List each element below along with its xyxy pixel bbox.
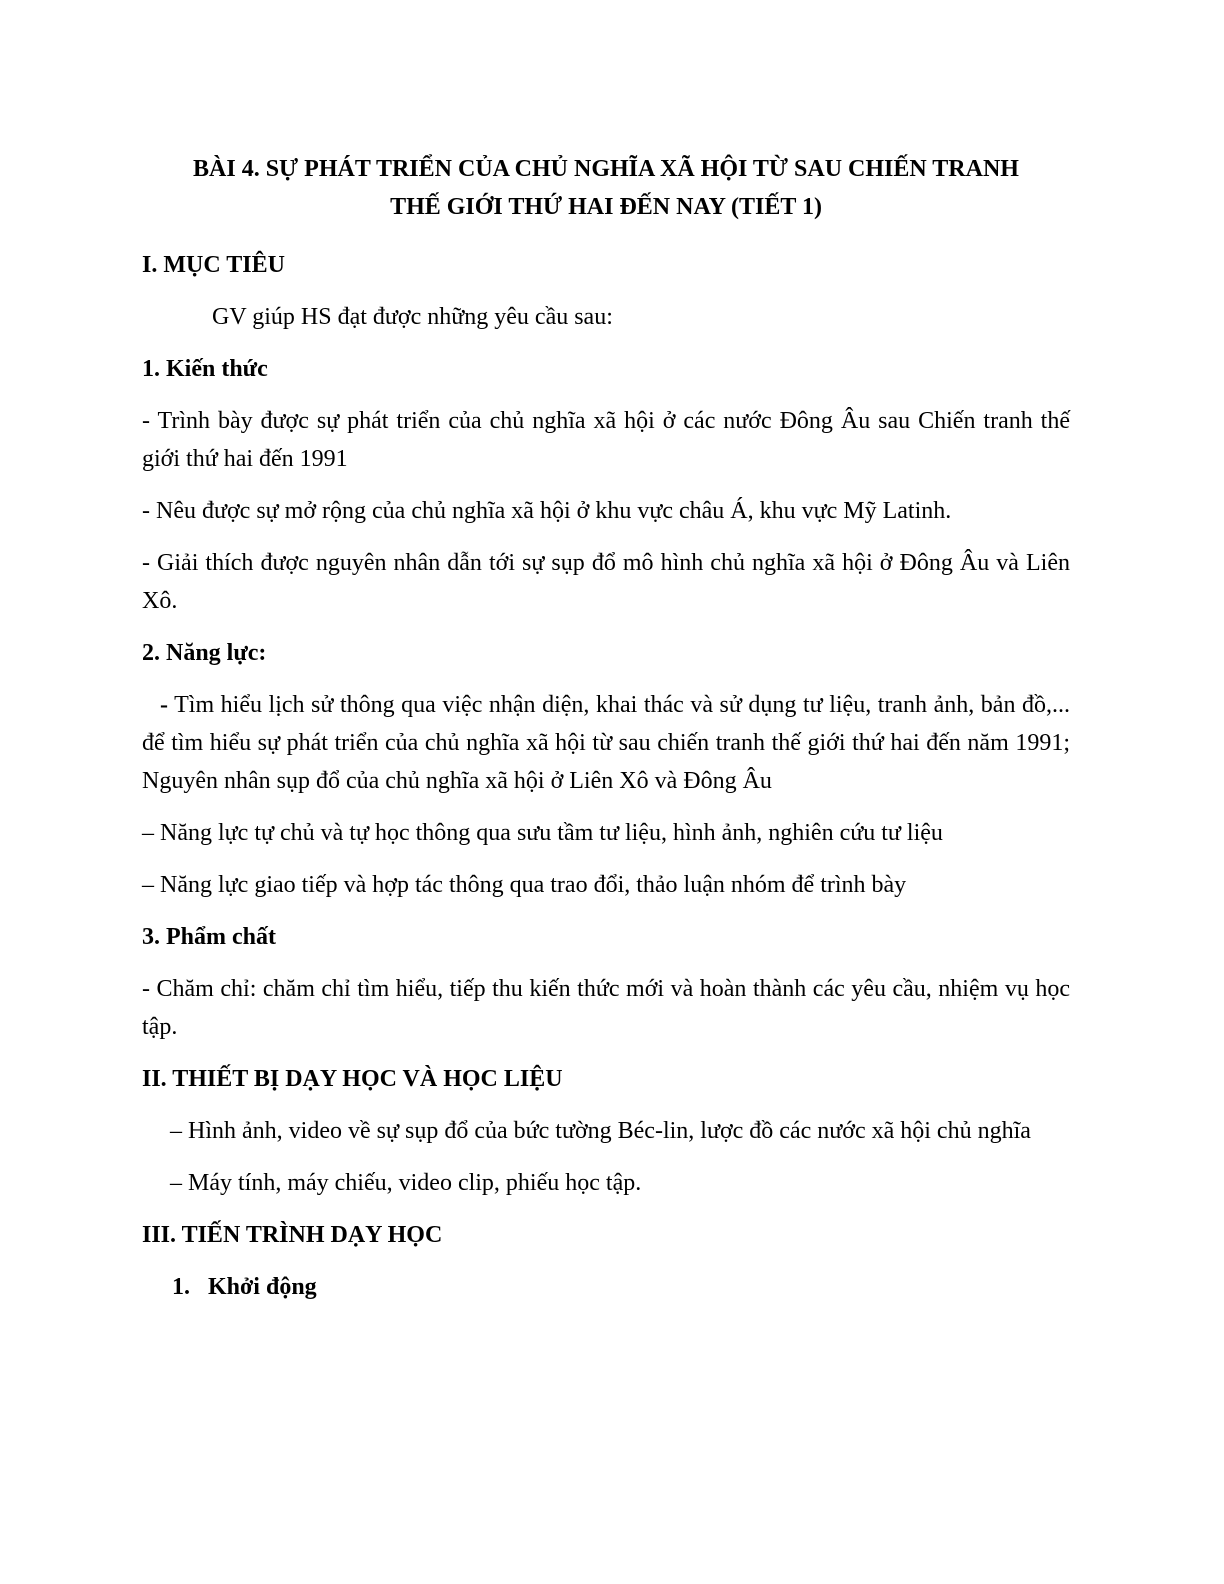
section-equipment-heading: II. THIẾT BỊ DẠY HỌC VÀ HỌC LIỆU bbox=[142, 1066, 563, 1092]
document-page bbox=[142, 150, 1070, 1306]
competence-item-1-text: Tìm hiểu lịch sử thông qua việc nhận diện, khai thác và sử dụng tư liệu, tranh ảnh, bản đồ,... để tìm hiểu sự phát triển của chủ nghĩa xã hội từ sau chiến tranh thế giới thứ hai đến năm 1991; Nguyên nhân sụp đổ của chủ nghĩa xã hội ở Liên Xô và Đông Âu bbox=[142, 692, 1070, 794]
competence-item-2: – Năng lực tự chủ và tự học thông qua sưu tầm tư liệu, hình ảnh, nghiên cứu tư liệu bbox=[142, 820, 943, 846]
quality-heading: 3. Phẩm chất bbox=[142, 924, 276, 950]
lesson-title bbox=[142, 150, 1070, 226]
process-step-1-number: 1. bbox=[172, 1274, 190, 1300]
lesson-title-line-2: THẾ GIỚI THỨ HAI ĐẾN NAY (TIẾT 1) bbox=[390, 194, 822, 220]
lesson-title-line-1: BÀI 4. SỰ PHÁT TRIỂN CỦA CHỦ NGHĨA XÃ HỘI TỪ SAU CHIẾN TRANH bbox=[193, 156, 1019, 182]
section-process-heading: III. TIẾN TRÌNH DẠY HỌC bbox=[142, 1222, 443, 1248]
objectives-intro: GV giúp HS đạt được những yêu cầu sau: bbox=[212, 304, 613, 330]
competence-item-3: – Năng lực giao tiếp và hợp tác thông qua trao đổi, thảo luận nhóm để trình bày bbox=[142, 872, 907, 898]
equipment-item-2: – Máy tính, máy chiếu, video clip, phiếu học tập. bbox=[170, 1170, 642, 1196]
knowledge-item-1: - Trình bày được sự phát triển của chủ nghĩa xã hội ở các nước Đông Âu sau Chiến tranh thế giới thứ hai đến 1991 bbox=[142, 408, 1070, 472]
knowledge-heading: 1. Kiến thức bbox=[142, 356, 268, 382]
knowledge-item-2: - Nêu được sự mở rộng của chủ nghĩa xã hội ở khu vực châu Á, khu vực Mỹ Latinh. bbox=[142, 498, 952, 524]
competence-heading: 2. Năng lực: bbox=[142, 640, 267, 666]
equipment-item-1: – Hình ảnh, video về sự sụp đổ của bức tường Béc-lin, lược đồ các nước xã hội chủ nghĩa bbox=[170, 1118, 1031, 1144]
section-objectives-heading: I. MỤC TIÊU bbox=[142, 252, 285, 278]
process-step-1 bbox=[142, 1268, 1070, 1306]
quality-item-1: - Chăm chỉ: chăm chỉ tìm hiểu, tiếp thu kiến thức mới và hoàn thành các yêu cầu, nhiệm vụ học tập. bbox=[142, 976, 1070, 1040]
process-step-1-label: Khởi động bbox=[208, 1274, 317, 1300]
competence-item-1 bbox=[142, 686, 1070, 800]
competence-item-1-dash: - bbox=[160, 692, 168, 718]
knowledge-item-3: - Giải thích được nguyên nhân dẫn tới sự sụp đổ mô hình chủ nghĩa xã hội ở Đông Âu và Liên Xô. bbox=[142, 550, 1070, 614]
